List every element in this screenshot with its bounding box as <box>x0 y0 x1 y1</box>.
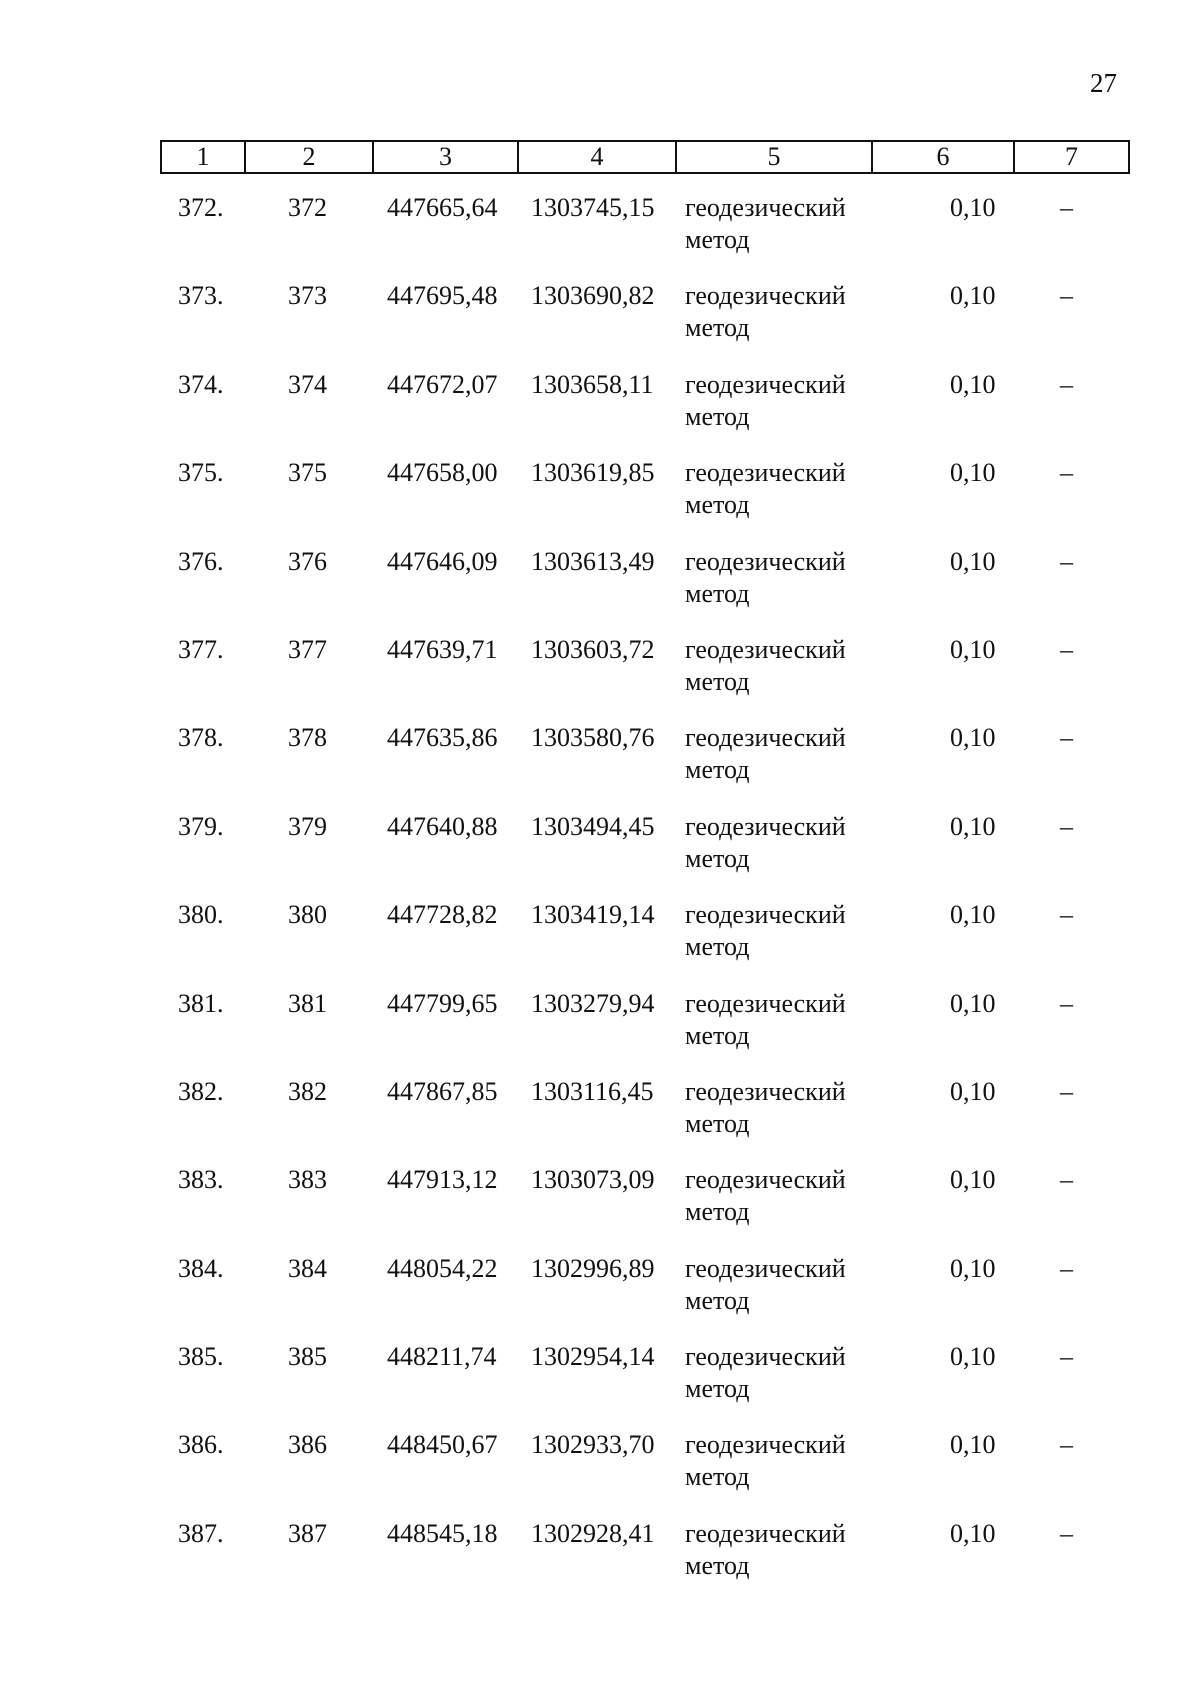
note: – <box>1060 458 1073 488</box>
row-number: 383. <box>178 1165 224 1195</box>
note: – <box>1060 546 1073 576</box>
row-number: 387. <box>178 1518 224 1548</box>
point-id: 387 <box>288 1518 327 1548</box>
header-cell: 4 <box>518 141 676 173</box>
point-id: 386 <box>288 1430 327 1460</box>
method-line-2: метод <box>685 843 750 873</box>
coordinate-x: 448450,67 <box>387 1430 498 1460</box>
method-line-1: геодезический <box>685 988 846 1018</box>
coordinate-y: 1303690,82 <box>531 281 655 311</box>
method-line-2: метод <box>685 225 750 254</box>
method-line-1: геодезический <box>685 546 846 576</box>
point-id: 380 <box>288 900 327 930</box>
table-row <box>160 1253 1128 1341</box>
coordinate-y: 1303494,45 <box>531 811 655 841</box>
method-line-1: геодезический <box>685 900 846 930</box>
coordinate-x: 447665,64 <box>387 193 498 222</box>
row-number: 380. <box>178 900 224 930</box>
coordinate-y: 1302933,70 <box>531 1430 655 1460</box>
note: – <box>1060 281 1073 311</box>
row-number: 384. <box>178 1253 224 1283</box>
method <box>685 811 846 875</box>
accuracy: 0,10 <box>950 723 996 753</box>
row-number: 374. <box>178 369 224 399</box>
point-id: 379 <box>288 811 327 841</box>
row-number: 378. <box>178 723 224 753</box>
row-number: 377. <box>178 634 224 664</box>
coordinate-x: 447867,85 <box>387 1076 498 1106</box>
coordinate-y: 1303073,09 <box>531 1165 655 1195</box>
coordinate-y: 1303603,72 <box>531 634 655 664</box>
table-row <box>160 1429 1128 1517</box>
method <box>685 722 846 786</box>
method-line-1: геодезический <box>685 1076 846 1106</box>
row-number: 376. <box>178 546 224 576</box>
header-row <box>161 141 1129 173</box>
table-row <box>160 546 1128 634</box>
coordinate-x: 447635,86 <box>387 723 498 753</box>
note: – <box>1060 193 1073 222</box>
table-row <box>160 1518 1128 1606</box>
row-number: 386. <box>178 1430 224 1460</box>
point-id: 383 <box>288 1165 327 1195</box>
method-line-1: геодезический <box>685 811 846 841</box>
coordinates-table-body <box>160 192 1128 1606</box>
coordinate-x: 447695,48 <box>387 281 498 311</box>
table-row <box>160 369 1128 457</box>
method-line-2: метод <box>685 1197 750 1227</box>
row-number: 375. <box>178 458 224 488</box>
point-id: 382 <box>288 1076 327 1106</box>
table-row <box>160 457 1128 545</box>
accuracy: 0,10 <box>950 1430 996 1460</box>
accuracy: 0,10 <box>950 1076 996 1106</box>
header-cell: 2 <box>245 141 373 173</box>
method-line-2: метод <box>685 401 750 431</box>
method <box>685 988 846 1052</box>
coordinate-y: 1303745,15 <box>531 193 655 222</box>
table-row <box>160 811 1128 899</box>
table-row <box>160 1341 1128 1429</box>
point-id: 377 <box>288 634 327 664</box>
method-line-2: метод <box>685 1108 750 1138</box>
coordinate-x: 448545,18 <box>387 1518 498 1548</box>
method-line-1: геодезический <box>685 1165 846 1195</box>
note: – <box>1060 1253 1073 1283</box>
coordinate-y: 1303419,14 <box>531 900 655 930</box>
method-line-1: геодезический <box>685 1342 846 1372</box>
point-id: 381 <box>288 988 327 1018</box>
coordinate-y: 1302954,14 <box>531 1342 655 1372</box>
coordinate-y: 1302996,89 <box>531 1253 655 1283</box>
method-line-1: геодезический <box>685 723 846 753</box>
method-line-1: геодезический <box>685 1430 846 1460</box>
method-line-2: метод <box>685 932 750 962</box>
coordinate-x: 447658,00 <box>387 458 498 488</box>
point-id: 378 <box>288 723 327 753</box>
coordinate-x: 447728,82 <box>387 900 498 930</box>
method <box>685 546 846 610</box>
point-id: 373 <box>288 281 327 311</box>
coordinate-y: 1303580,76 <box>531 723 655 753</box>
note: – <box>1060 1518 1073 1548</box>
method <box>685 1429 846 1493</box>
method-line-1: геодезический <box>685 369 846 399</box>
table-row <box>160 899 1128 987</box>
method <box>685 192 846 256</box>
method <box>685 1518 846 1582</box>
coordinate-y: 1303279,94 <box>531 988 655 1018</box>
method-line-2: метод <box>685 1462 750 1492</box>
method-line-1: геодезический <box>685 634 846 664</box>
method <box>685 899 846 963</box>
coordinate-x: 447640,88 <box>387 811 498 841</box>
method-line-2: метод <box>685 490 750 520</box>
accuracy: 0,10 <box>950 458 996 488</box>
accuracy: 0,10 <box>950 1165 996 1195</box>
method <box>685 1076 846 1140</box>
method <box>685 280 846 344</box>
row-number: 381. <box>178 988 224 1018</box>
point-id: 376 <box>288 546 327 576</box>
table-row <box>160 1076 1128 1164</box>
accuracy: 0,10 <box>950 811 996 841</box>
table-row <box>160 722 1128 810</box>
method-line-1: геодезический <box>685 458 846 488</box>
point-id: 384 <box>288 1253 327 1283</box>
note: – <box>1060 634 1073 664</box>
point-id: 374 <box>288 369 327 399</box>
accuracy: 0,10 <box>950 1342 996 1372</box>
row-number: 382. <box>178 1076 224 1106</box>
point-id: 385 <box>288 1342 327 1372</box>
method-line-2: метод <box>685 755 750 785</box>
method-line-1: геодезический <box>685 281 846 311</box>
method-line-2: метод <box>685 1020 750 1050</box>
method-line-1: геодезический <box>685 1518 846 1548</box>
accuracy: 0,10 <box>950 546 996 576</box>
header-cell: 1 <box>161 141 245 173</box>
point-id: 372 <box>288 193 327 222</box>
method <box>685 634 846 698</box>
point-id: 375 <box>288 458 327 488</box>
table-row <box>160 988 1128 1076</box>
coordinate-y: 1303116,45 <box>531 1076 654 1106</box>
table-row <box>160 634 1128 722</box>
accuracy: 0,10 <box>950 193 996 222</box>
method-line-2: метод <box>685 1550 750 1580</box>
note: – <box>1060 369 1073 399</box>
coordinate-y: 1302928,41 <box>531 1518 655 1548</box>
accuracy: 0,10 <box>950 281 996 311</box>
row-number: 373. <box>178 281 224 311</box>
row-number: 372. <box>178 193 224 222</box>
header-cell: 6 <box>872 141 1014 173</box>
method <box>685 1341 846 1405</box>
accuracy: 0,10 <box>950 634 996 664</box>
method-line-1: геодезический <box>685 193 846 222</box>
table-row <box>160 1164 1128 1252</box>
method-line-2: метод <box>685 666 750 696</box>
accuracy: 0,10 <box>950 900 996 930</box>
accuracy: 0,10 <box>950 369 996 399</box>
method <box>685 369 846 433</box>
column-number-header <box>160 140 1130 174</box>
method-line-2: метод <box>685 1374 750 1404</box>
coordinate-x: 447672,07 <box>387 369 498 399</box>
coordinate-y: 1303619,85 <box>531 458 655 488</box>
header-cell: 5 <box>676 141 872 173</box>
method-line-2: метод <box>685 578 750 608</box>
coordinate-x: 448054,22 <box>387 1253 498 1283</box>
method <box>685 457 846 521</box>
page-number: 27 <box>1090 68 1117 98</box>
note: – <box>1060 1342 1073 1372</box>
note: – <box>1060 723 1073 753</box>
accuracy: 0,10 <box>950 988 996 1018</box>
coordinate-y: 1303658,11 <box>531 369 654 399</box>
note: – <box>1060 988 1073 1018</box>
note: – <box>1060 811 1073 841</box>
coordinate-x: 447639,71 <box>387 634 498 664</box>
header-cell: 7 <box>1014 141 1129 173</box>
row-number: 385. <box>178 1342 224 1372</box>
coordinate-y: 1303613,49 <box>531 546 655 576</box>
note: – <box>1060 1430 1073 1460</box>
accuracy: 0,10 <box>950 1518 996 1548</box>
table-row <box>160 192 1128 280</box>
coordinate-x: 447646,09 <box>387 546 498 576</box>
coordinate-x: 447913,12 <box>387 1165 498 1195</box>
note: – <box>1060 1165 1073 1195</box>
coordinate-x: 447799,65 <box>387 988 498 1018</box>
note: – <box>1060 1076 1073 1106</box>
table-row <box>160 280 1128 368</box>
note: – <box>1060 900 1073 930</box>
method <box>685 1253 846 1317</box>
method-line-2: метод <box>685 1285 750 1315</box>
method <box>685 1164 846 1228</box>
method-line-1: геодезический <box>685 1253 846 1283</box>
header-cell: 3 <box>373 141 518 173</box>
accuracy: 0,10 <box>950 1253 996 1283</box>
coordinate-x: 448211,74 <box>387 1342 497 1372</box>
row-number: 379. <box>178 811 224 841</box>
method-line-2: метод <box>685 313 750 343</box>
